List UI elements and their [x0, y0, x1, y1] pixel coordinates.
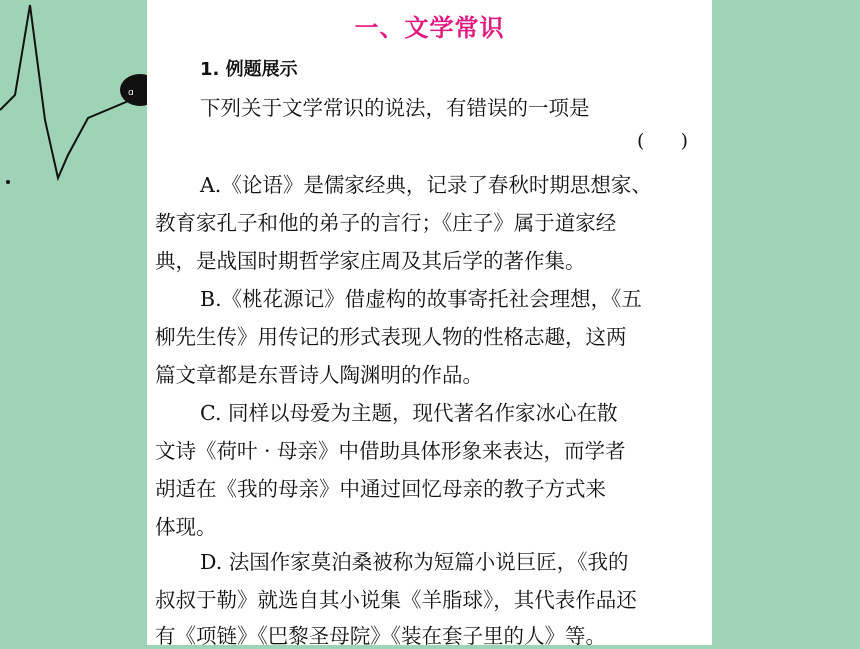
option-a-line-2: 教育家孔子和他的弟子的言行；《庄子》属于道家经 — [155, 211, 617, 235]
option-d-line-1: D. 法国作家莫泊桑被称为短篇小说巨匠，《我的 — [200, 550, 629, 574]
option-c-line-1: C. 同样以母爱为主题，现代著名作家冰心在散 — [200, 401, 618, 425]
option-b-line-3: 篇文章都是东晋诗人陶渊明的作品。 — [155, 363, 483, 387]
option-b-line-2: 柳先生传》用传记的形式表现人物的性格志趣，这两 — [155, 325, 627, 349]
question-text: 下列关于文学常识的说法，有错误的一项是 — [200, 96, 590, 120]
section-title: 一、文学常识 — [354, 14, 505, 42]
answer-blank: ( ) — [637, 130, 689, 152]
option-a-line-1: A.《论语》是儒家经典，记录了春秋时期思想家、 — [200, 173, 652, 197]
option-c-line-3: 胡适在《我的母亲》中通过回忆母亲的教子方式来 — [155, 477, 606, 501]
heartbeat-line-decoration — [0, 0, 160, 260]
option-c-line-2: 文诗《荷叶 · 母亲》中借助具体形象来表达，而学者 — [155, 439, 626, 463]
document-page — [147, 0, 712, 648]
option-d-line-3: 有《项链》《巴黎圣母院》《装在套子里的人》等。 — [155, 624, 606, 648]
option-c-line-4: 体现。 — [155, 515, 217, 539]
option-a-line-3: 典，是战国时期哲学家庄周及其后学的著作集。 — [155, 249, 586, 273]
subheading: 1. 例题展示 — [200, 59, 298, 80]
svg-text:ɑ: ɑ — [128, 88, 134, 98]
option-b-line-1: B.《桃花源记》借虚构的故事寄托社会理想，《五 — [200, 287, 642, 311]
option-d-line-2: 叔叔于勒》就选自其小说集《羊脂球》，其代表作品还 — [155, 588, 637, 612]
